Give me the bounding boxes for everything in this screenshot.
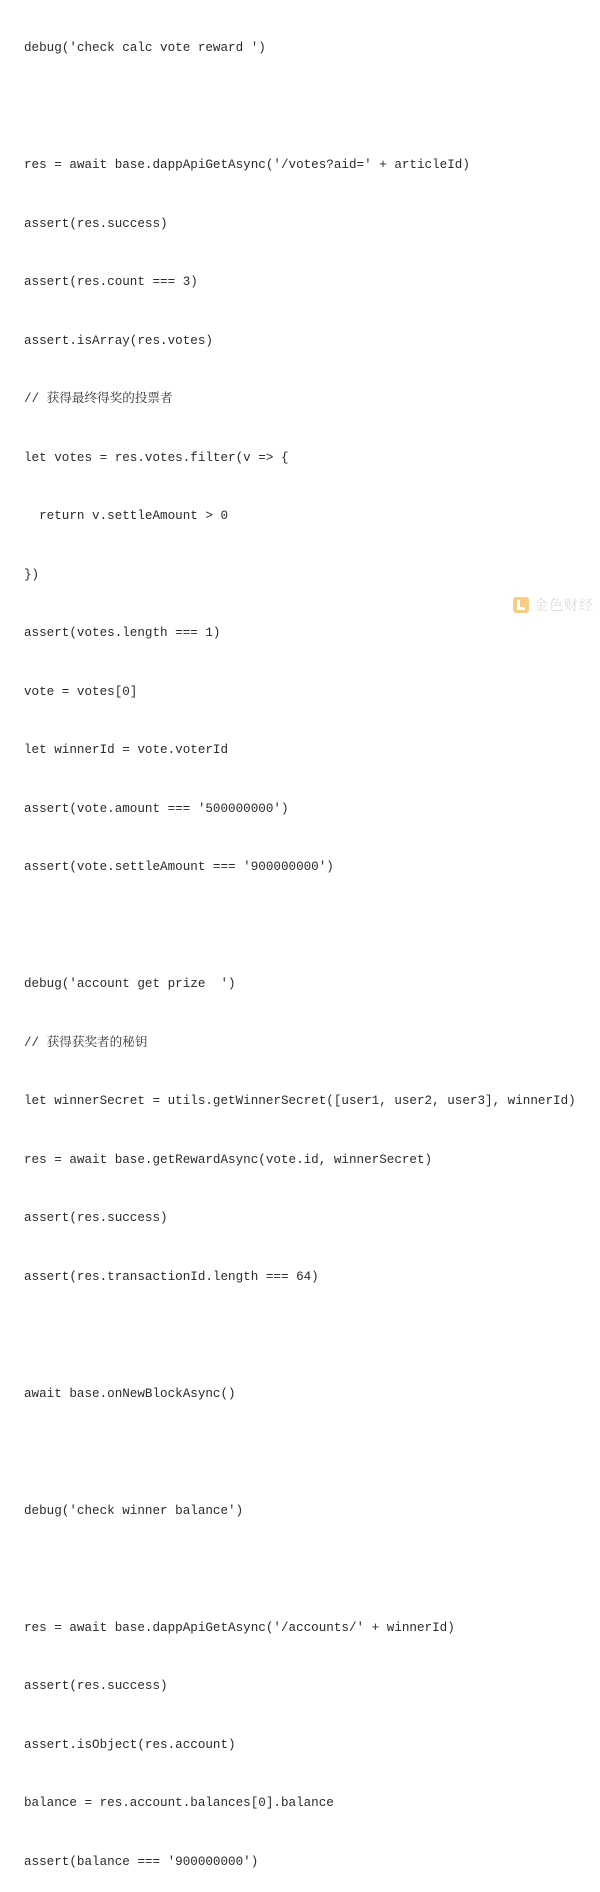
- code-line-17: debug('account get prize '): [24, 977, 236, 991]
- code-line-12: vote = votes[0]: [24, 684, 138, 699]
- code-line-9: return v.settleAmount > 0: [24, 509, 229, 523]
- code-line-4: assert(res.success): [24, 216, 168, 231]
- code-line-27: [24, 1560, 600, 1580]
- code-line-26: debug('check winner balance'): [24, 1503, 244, 1518]
- code-line-28: res = await base.dappApiGetAsync('/accounts/' + winnerId): [24, 1620, 455, 1635]
- code-line-21: assert(res.success): [24, 1211, 168, 1225]
- code-line-16: [24, 917, 600, 937]
- code-line-8: let votes = res.votes.filter(v => {: [24, 450, 289, 465]
- code-line-14: assert(vote.amount === '500000000'): [24, 801, 289, 816]
- code-line-25: [24, 1443, 600, 1463]
- code-line-11: assert(votes.length === 1): [24, 626, 221, 640]
- watermark-text: 金色财经: [534, 598, 594, 614]
- jinse-logo-icon: [512, 596, 530, 614]
- code-line-23: [24, 1326, 600, 1346]
- code-line-5: assert(res.count === 3): [24, 275, 198, 289]
- code-line-29: assert(res.success): [24, 1679, 168, 1693]
- code-line-6: assert.isArray(res.votes): [24, 333, 213, 348]
- code-line-3: res = await base.dappApiGetAsync('/votes?aid=' + articleId): [24, 158, 470, 172]
- code-line-30: assert.isObject(res.account): [24, 1737, 236, 1752]
- code-comment-1: // 获得最终得奖的投票者: [24, 392, 173, 406]
- code-line-2: [24, 98, 600, 118]
- code-line-13: let winnerId = vote.voterId: [24, 743, 229, 757]
- code-comment-2: // 获得获奖者的秘钥: [24, 1035, 148, 1050]
- code-line-32: assert(balance === '900000000'): [24, 1854, 259, 1869]
- code-line-10: }): [24, 567, 40, 582]
- code-line-1: debug('check calc vote reward '): [24, 41, 266, 55]
- code-block: [24, 0, 600, 1892]
- watermark: [512, 595, 594, 615]
- code-line-22: assert(res.transactionId.length === 64): [24, 1269, 319, 1284]
- code-line-20: res = await base.getRewardAsync(vote.id, winnerSecret): [24, 1152, 433, 1167]
- code-line-19: let winnerSecret = utils.getWinnerSecret([user1, user2, user3], winnerId): [24, 1094, 576, 1108]
- code-line-24: await base.onNewBlockAsync(): [24, 1386, 236, 1401]
- code-line-15: assert(vote.settleAmount === '900000000'): [24, 860, 334, 874]
- code-line-31: balance = res.account.balances[0].balance: [24, 1796, 334, 1810]
